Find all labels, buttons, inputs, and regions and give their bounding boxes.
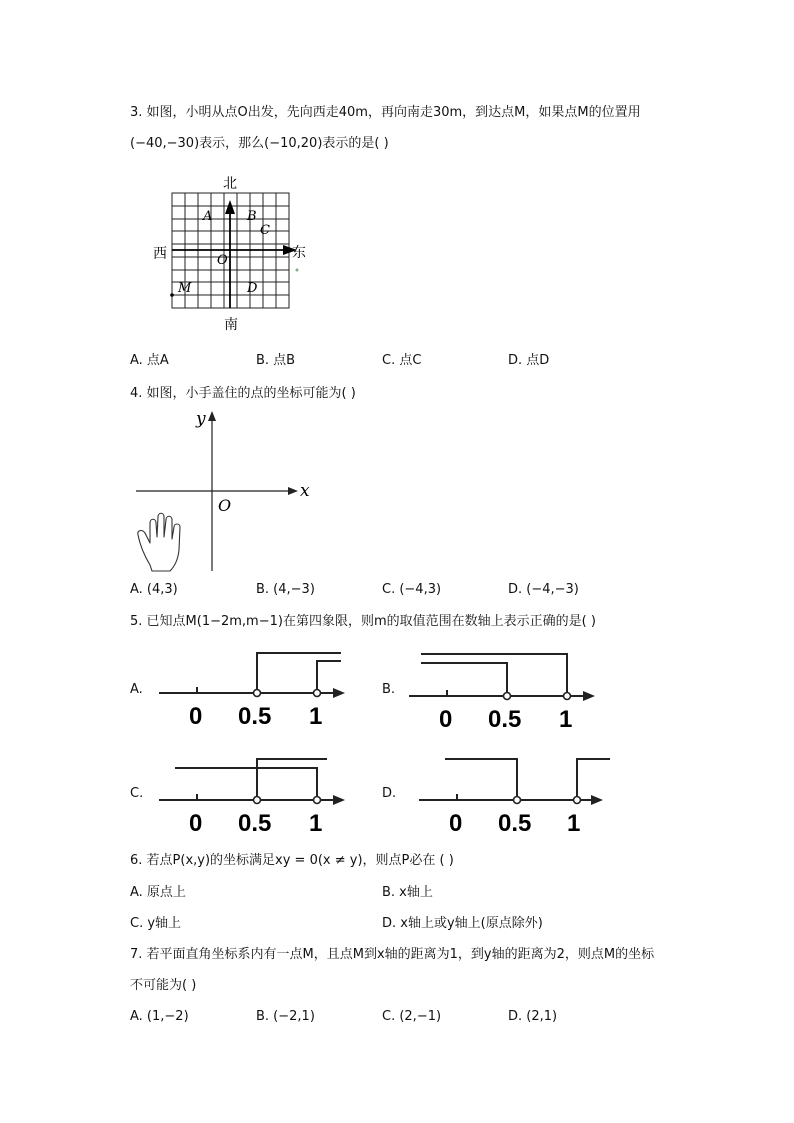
svg-text:0.5: 0.5: [238, 810, 272, 836]
tick-1: 1: [309, 703, 323, 730]
q5-option-c-label[interactable]: C.: [130, 786, 144, 801]
point-m-dot: [170, 293, 174, 297]
x-axis-label: x: [300, 481, 310, 501]
q4-axes-figure: [130, 405, 320, 577]
q3-option-d[interactable]: D. 点D: [508, 353, 550, 368]
q5-option-a-numberline[interactable]: [155, 650, 350, 732]
svg-text:0.5: 0.5: [498, 810, 532, 836]
q3-stem-line2: (−40,−30)表示，那么(−10,20)表示的是( ): [130, 136, 389, 151]
q4-option-c[interactable]: C. (−4,3): [382, 582, 442, 597]
point-b-label: B: [247, 209, 257, 224]
q6-option-a[interactable]: A. 原点上: [130, 885, 186, 900]
q4-option-a[interactable]: A. (4,3): [130, 582, 178, 597]
q4-stem-line1: 4. 如图，小手盖住的点的坐标可能为( ): [130, 386, 356, 401]
svg-text:1: 1: [567, 810, 581, 836]
svg-text:1: 1: [309, 810, 323, 836]
svg-text:0: 0: [439, 706, 453, 732]
q5-option-d-label[interactable]: D.: [382, 786, 397, 801]
q6-option-d[interactable]: D. x轴上或y轴上(原点除外): [382, 916, 543, 931]
origin-label: O: [218, 496, 232, 515]
svg-text:0: 0: [189, 810, 203, 836]
q7-stem-line1: 7. 若平面直角坐标系内有一点M，且点M到x轴的距离为1，到y轴的距离为2，则点M的坐标: [130, 947, 655, 962]
q3-option-a[interactable]: A. 点A: [130, 353, 169, 368]
svg-text:0: 0: [449, 810, 463, 836]
q6-option-b[interactable]: B. x轴上: [382, 885, 433, 900]
q7-stem-line2: 不可能为( ): [130, 978, 197, 993]
point-c-label: C: [260, 223, 270, 238]
q7-option-d[interactable]: D. (2,1): [508, 1009, 558, 1024]
q3-stem-line1: 3. 如图，小明从点O出发，先向西走40m，再向南走30m，到达点M，如果点M的位置用: [130, 105, 641, 120]
q7-option-a[interactable]: A. (1,−2): [130, 1009, 189, 1024]
q6-option-c[interactable]: C. y轴上: [130, 916, 182, 931]
q5-option-c-numberline[interactable]: [155, 754, 350, 836]
q4-option-b[interactable]: B. (4,−3): [256, 582, 315, 597]
q3-option-c[interactable]: C. 点C: [382, 353, 422, 368]
north-arrow-icon: [225, 200, 235, 214]
point-a-label: A: [203, 209, 213, 224]
q7-option-b[interactable]: B. (−2,1): [256, 1009, 315, 1024]
q3-grid-figure: [150, 172, 320, 334]
point-d-label: D: [247, 281, 258, 296]
tick-0: 0: [189, 703, 203, 730]
q5-option-d-numberline[interactable]: [415, 754, 610, 836]
north-label: 北: [223, 176, 237, 192]
tick-0-5: 0.5: [238, 703, 272, 730]
point-m-label: M: [178, 281, 192, 296]
q7-option-c[interactable]: C. (2,−1): [382, 1009, 442, 1024]
svg-text:1: 1: [559, 706, 573, 732]
q3-option-b[interactable]: B. 点B: [256, 353, 296, 368]
q4-option-d[interactable]: D. (−4,−3): [508, 582, 579, 597]
svg-text:0.5: 0.5: [488, 706, 522, 732]
point-o-label: O: [217, 253, 228, 268]
q5-stem-line1: 5. 已知点M(1−2m,m−1)在第四象限，则m的取值范围在数轴上表示正确的是( ): [130, 614, 596, 629]
q5-option-a-label[interactable]: A.: [130, 682, 143, 697]
q6-stem-line1: 6. 若点P(x,y)的坐标满足xy = 0(x ≠ y)，则点P必在 ( ): [130, 853, 454, 868]
y-axis-label: y: [196, 409, 206, 429]
q5-option-b-numberline[interactable]: [405, 650, 600, 732]
west-label: 西: [153, 246, 167, 262]
x-axis-arrow-icon: [288, 487, 298, 495]
y-axis-arrow-icon: [208, 411, 216, 421]
q5-option-b-label[interactable]: B.: [382, 682, 396, 697]
hand-icon: [138, 513, 180, 571]
south-label: 南: [224, 317, 238, 333]
east-label: 东: [292, 245, 306, 261]
